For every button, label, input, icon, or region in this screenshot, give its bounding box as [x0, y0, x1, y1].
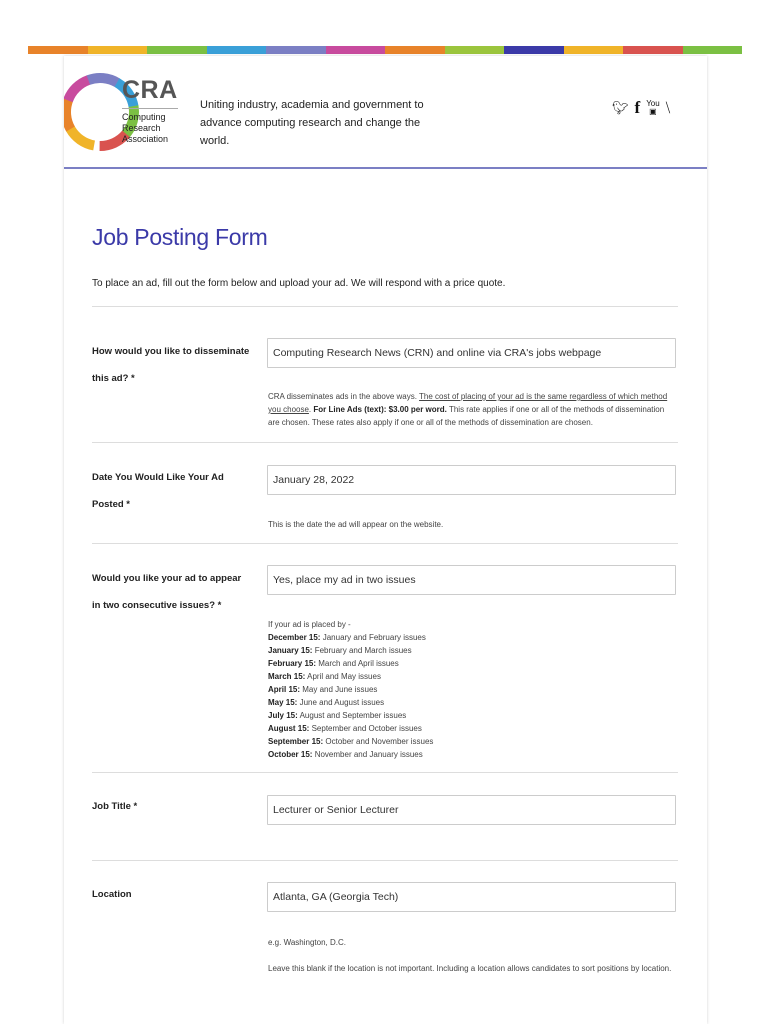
schedule-intro: If your ad is placed by - [268, 620, 351, 629]
schedule-list [268, 631, 668, 761]
post-date-help: This is the date the ad will appear on the website. [268, 520, 444, 529]
dissemination-label: How would you like to disseminate this ad? * [92, 346, 250, 384]
dissemination-help [268, 390, 668, 429]
location-note: Leave this blank if the location is not important. Including a location allows candidates to sort positions by location. [268, 964, 672, 973]
schedule-deadline: January 15: [268, 646, 313, 655]
schedule-deadline: August 15: [268, 724, 310, 733]
section-divider [92, 543, 678, 544]
site-tagline: Uniting industry, academia and government to advance computing research and change the world. [200, 99, 424, 147]
stripe-segment [564, 46, 624, 54]
schedule-deadline: March 15: [268, 672, 306, 681]
schedule-issues: January and February issues [322, 633, 426, 642]
logo-wordmark[interactable] [122, 76, 192, 145]
schedule-issues: September and October issues [311, 724, 422, 733]
page-intro: To place an ad, fill out the form below and upload your ad. We will respond with a price quote. [92, 278, 506, 289]
site-header [64, 56, 707, 168]
schedule-issues: August and September issues [299, 711, 407, 720]
help-underlined-text: The cost of placing of your ad is the same regardless of which method you choose [268, 392, 668, 414]
schedule-item [268, 735, 668, 748]
schedule-issues: May and June issues [302, 685, 378, 694]
stripe-segment [326, 46, 386, 54]
logo-divider [122, 108, 178, 109]
stripe-segment [266, 46, 326, 54]
twitter-icon[interactable]: 🐦︎ [612, 100, 629, 115]
section-divider [92, 772, 678, 773]
schedule-issues: November and January issues [314, 750, 423, 759]
rss-icon[interactable]: ⧹ [665, 100, 671, 115]
stripe-segment [207, 46, 267, 54]
schedule-deadline: May 15: [268, 698, 298, 707]
consecutive-select[interactable] [267, 565, 676, 595]
social-links [612, 100, 670, 116]
post-date-input[interactable] [267, 465, 676, 495]
schedule-deadline: September 15: [268, 737, 324, 746]
schedule-deadline: October 15: [268, 750, 313, 759]
location-input[interactable] [267, 882, 676, 912]
schedule-item [268, 644, 668, 657]
schedule-item [268, 696, 668, 709]
dissemination-select[interactable] [267, 338, 676, 368]
page-card [64, 56, 707, 1024]
schedule-item [268, 722, 668, 735]
header-divider [64, 167, 707, 169]
stripe-segment [385, 46, 445, 54]
schedule-deadline: February 15: [268, 659, 317, 668]
page-title: Job Posting Form [92, 224, 268, 250]
issue-schedule-help [268, 618, 668, 761]
schedule-deadline: July 15: [268, 711, 298, 720]
post-date-label: Date You Would Like Your Ad Posted * [92, 472, 224, 510]
schedule-issues: April and May issues [307, 672, 381, 681]
section-divider [92, 442, 678, 443]
logo-acronym: CRA [122, 76, 178, 104]
schedule-deadline: April 15: [268, 685, 301, 694]
schedule-item [268, 709, 668, 722]
schedule-issues: February and March issues [314, 646, 412, 655]
stripe-segment [504, 46, 564, 54]
schedule-issues: June and August issues [299, 698, 385, 707]
help-bold-text: For Line Ads (text): $3.00 per word. [313, 405, 447, 414]
schedule-issues: March and April issues [318, 659, 399, 668]
schedule-item [268, 748, 668, 761]
youtube-icon[interactable]: You ▣ [646, 99, 660, 116]
help-text: CRA disseminates ads in the above ways. [268, 392, 420, 401]
schedule-deadline: December 15: [268, 633, 321, 642]
job-title-input[interactable] [267, 795, 676, 825]
schedule-item [268, 670, 668, 683]
consecutive-label: Would you like your ad to appear in two consecutive issues? * [92, 573, 242, 611]
stripe-segment [683, 46, 743, 54]
schedule-item [268, 631, 668, 644]
facebook-icon[interactable]: f [634, 98, 641, 117]
stripe-segment [88, 46, 148, 54]
help-text: This rate applies if one or all of the methods of dissemination are chosen. These rates also apply if one or all of the methods of dissemination are chosen. [268, 405, 665, 427]
location-label: Location [92, 889, 132, 900]
section-divider [92, 860, 678, 861]
section-divider [92, 306, 678, 307]
job-title-label: Job Title * [92, 801, 138, 812]
schedule-item [268, 657, 668, 670]
schedule-issues: October and November issues [325, 737, 434, 746]
brand-color-stripe [28, 46, 742, 54]
stripe-segment [623, 46, 683, 54]
stripe-segment [445, 46, 505, 54]
stripe-segment [147, 46, 207, 54]
logo-subtitle: Computing Research Association [122, 112, 169, 144]
schedule-item [268, 683, 668, 696]
stripe-segment [28, 46, 88, 54]
help-text: . [308, 405, 314, 414]
location-example: e.g. Washington, D.C. [268, 938, 346, 947]
